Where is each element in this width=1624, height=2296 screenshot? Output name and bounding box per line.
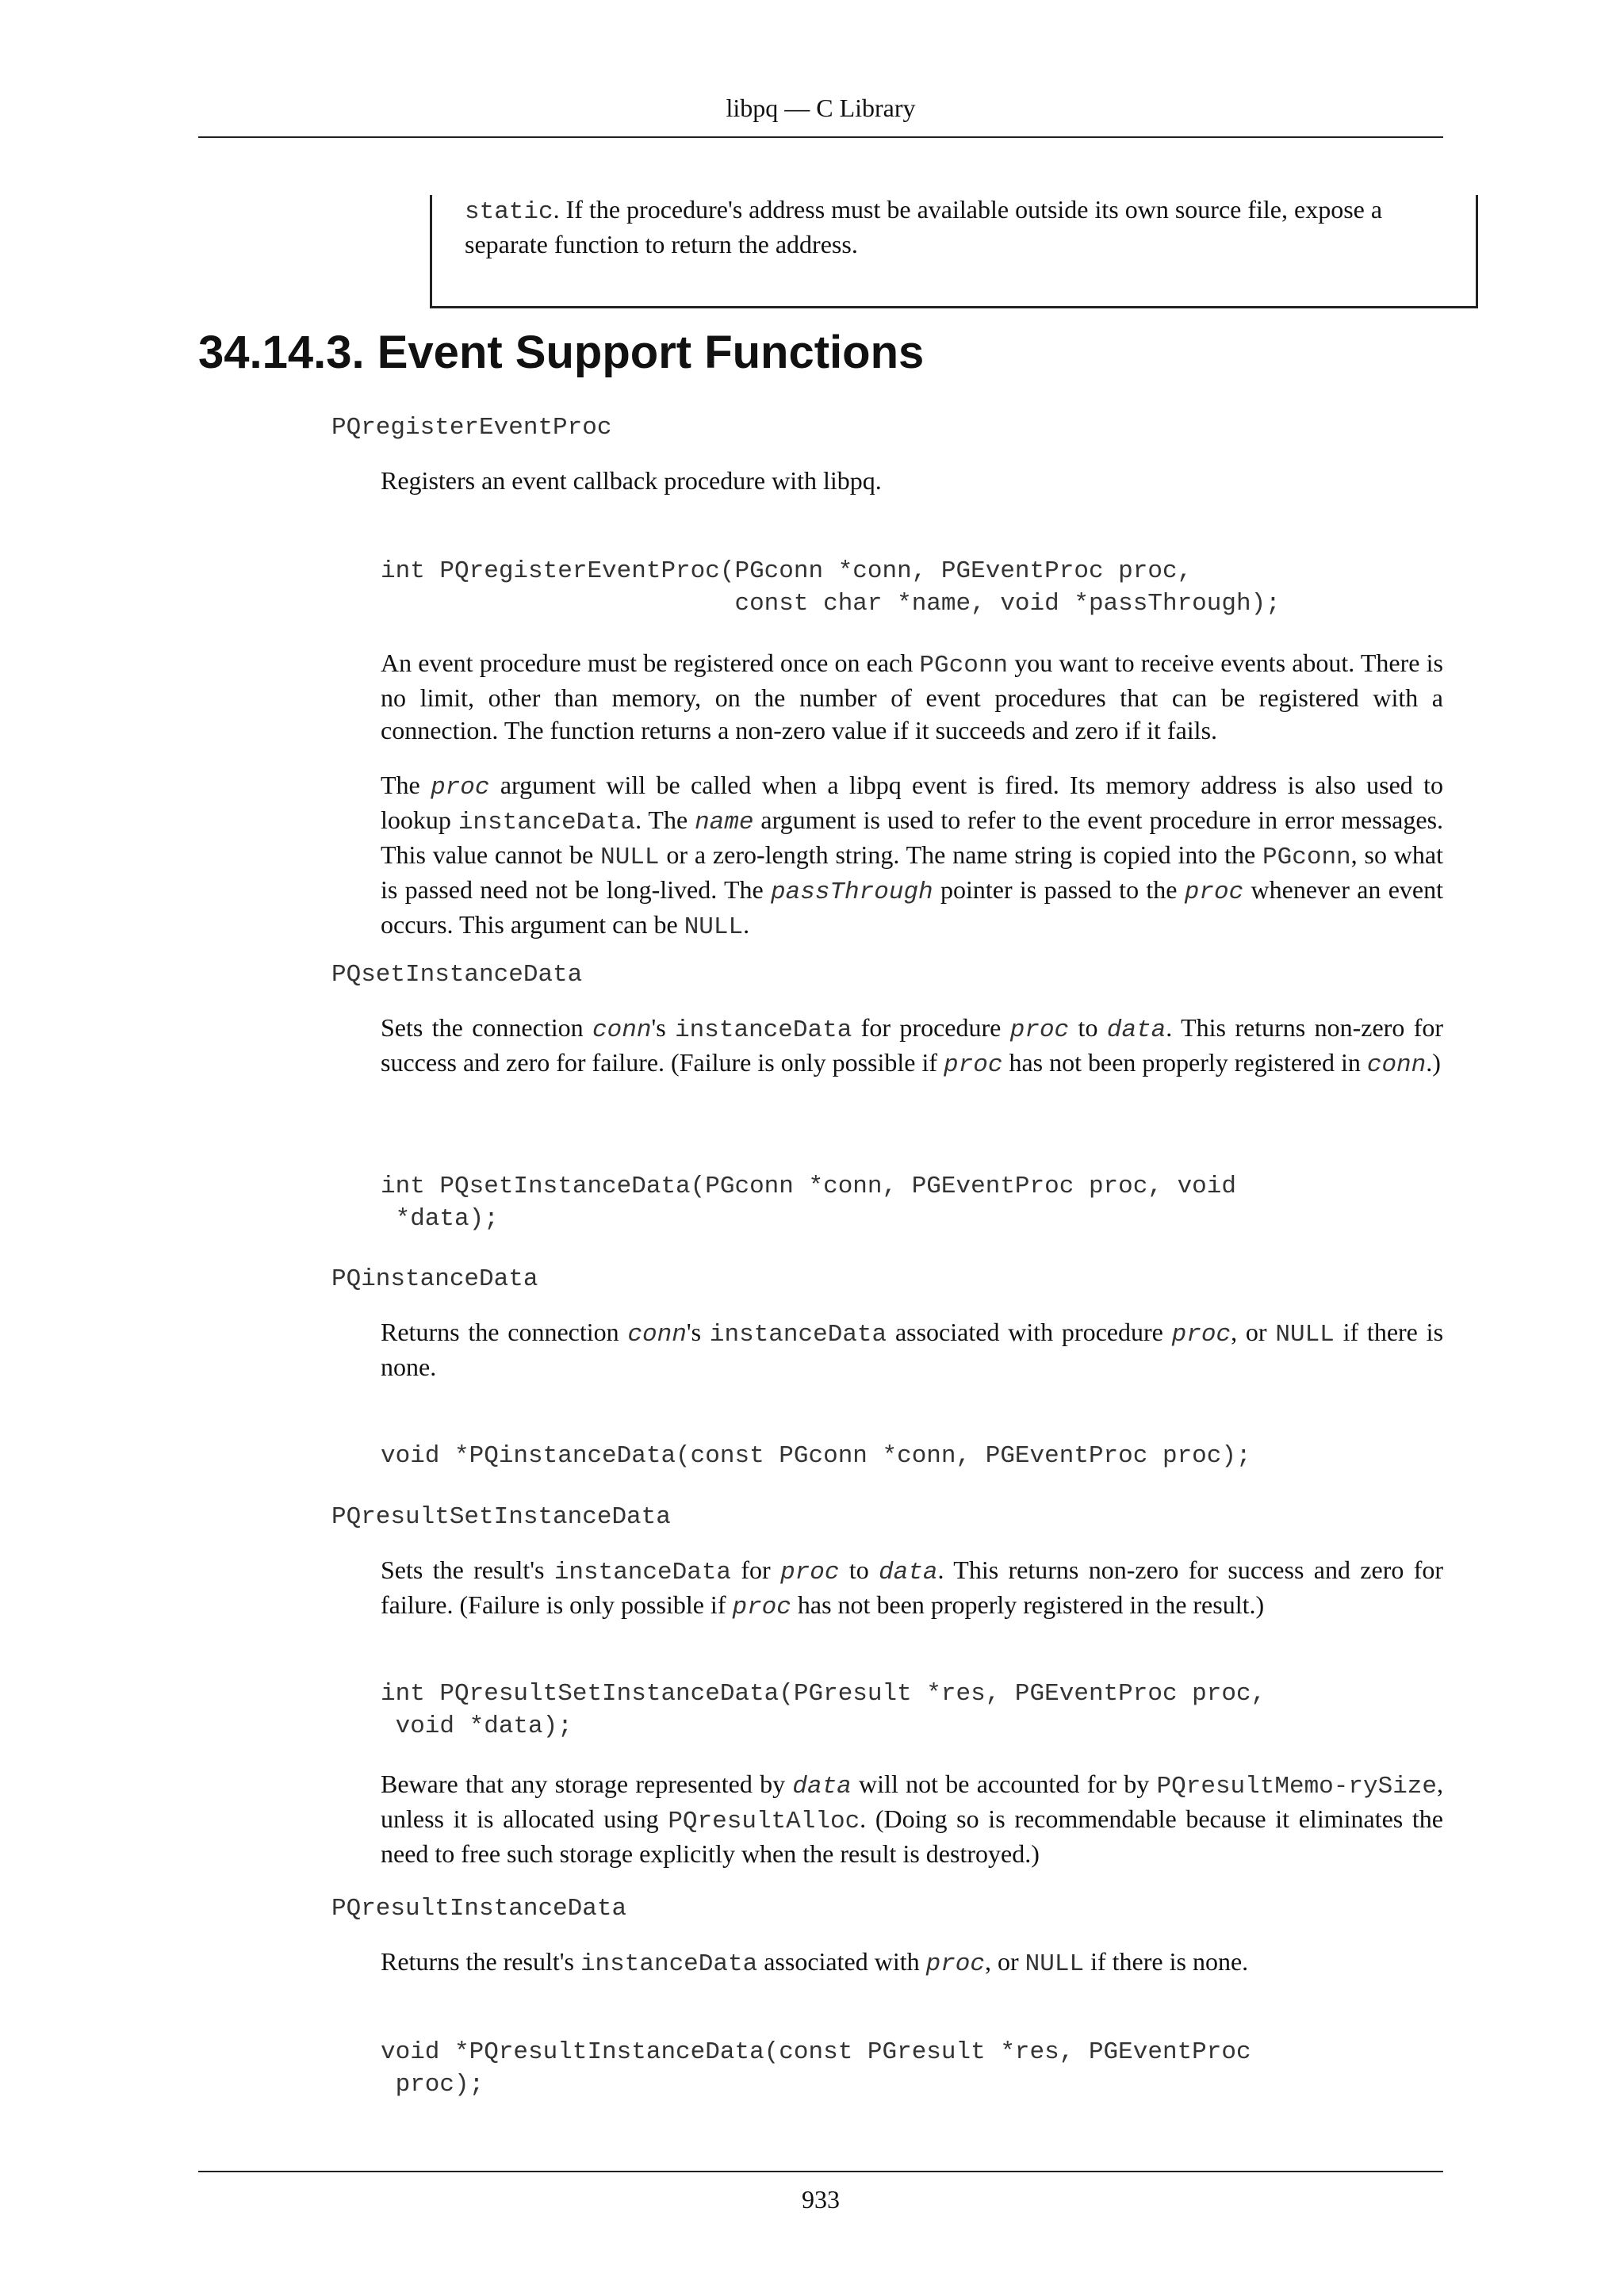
term-pqregistereventproc: PQregisterEventProc — [331, 414, 612, 442]
running-header: libpq — C Library — [726, 94, 916, 122]
para-register-usage: An event procedure must be registered once on each PGconn you want to receive events about. There is no limit, other than memory, on the number of event procedures that can be registered with a connection. The function returns a non-zero value if it succeeds and zero if it fails. — [381, 649, 1444, 744]
code-pqresultinstancedata: void *PQresultInstanceData(const PGresult *res, PGEventProc proc); — [381, 2038, 1251, 2099]
code-pqresultsetinstancedata: int PQresultSetInstanceData(PGresult *res, PGEventProc proc, void *data); — [381, 1680, 1266, 1740]
term-pqinstancedata: PQinstanceData — [331, 1265, 538, 1293]
footer-rule — [198, 2171, 1443, 2172]
code-pqregistereventproc: int PQregisterEventProc(PGconn *conn, PGEventProc proc, const char *name, void *passThrough); — [381, 557, 1281, 618]
para-result-storage: Beware that any storage represented by data will not be accounted for by PQresultMemo-rySize, unless it is allocated using PQresultAlloc. (Doing so is recommendable because it eliminates the need to free such storage explicitly when the result is destroyed.) — [381, 1770, 1444, 1868]
desc-pqinstancedata: Returns the connection conn's instanceData associated with procedure proc, or NULL if there is none. — [381, 1318, 1444, 1381]
term-pqsetinstancedata: PQsetInstanceData — [331, 961, 583, 989]
code-pqinstancedata: void *PQinstanceData(const PGconn *conn, PGEventProc proc); — [381, 1442, 1251, 1470]
desc-pqsetinstancedata: Sets the connection conn's instanceData for procedure proc to data. This returns non-zero for success and zero for failure. (Failure is only possible if proc has not been properly registered in conn.) — [381, 1013, 1444, 1079]
note-body: . If the procedure's address must be available outside its own source file, expose a separate function to return the address. — [465, 195, 1383, 258]
page-number: 933 — [802, 2185, 840, 2214]
desc-pqresultsetinstancedata: Sets the result's instanceData for proc to data. This returns non-zero for success and zero for failure. (Failure is only possible if proc has not been properly registered in the result.) — [381, 1556, 1444, 1621]
para-register-args: The proc argument will be called when a libpq event is fired. Its memory address is also used to lookup instanceData. The name argument is used to refer to the event procedure in error messages. This value cannot be NULL or a zero-length string. The name string is copied into the PGconn, so what is passed need not be long-lived. The passThrough pointer is passed to the proc whenever an event occurs. This argument can be NULL. — [381, 771, 1444, 941]
term-pqresultinstancedata: PQresultInstanceData — [331, 1895, 627, 1923]
section-title: 34.14.3. Event Support Functions — [198, 327, 925, 378]
note-text — [465, 193, 1442, 261]
header-rule — [198, 136, 1443, 138]
desc-pqresultinstancedata: Returns the result's instanceData associated with proc, or NULL if there is none. — [381, 1947, 1249, 1978]
term-pqresultsetinstancedata: PQresultSetInstanceData — [331, 1503, 671, 1531]
code-pqsetinstancedata: int PQsetInstanceData(PGconn *conn, PGEventProc proc, void *data); — [381, 1173, 1236, 1233]
note-code: static — [465, 198, 553, 226]
desc-pqregistereventproc: Registers an event callback procedure with libpq. — [381, 466, 882, 495]
